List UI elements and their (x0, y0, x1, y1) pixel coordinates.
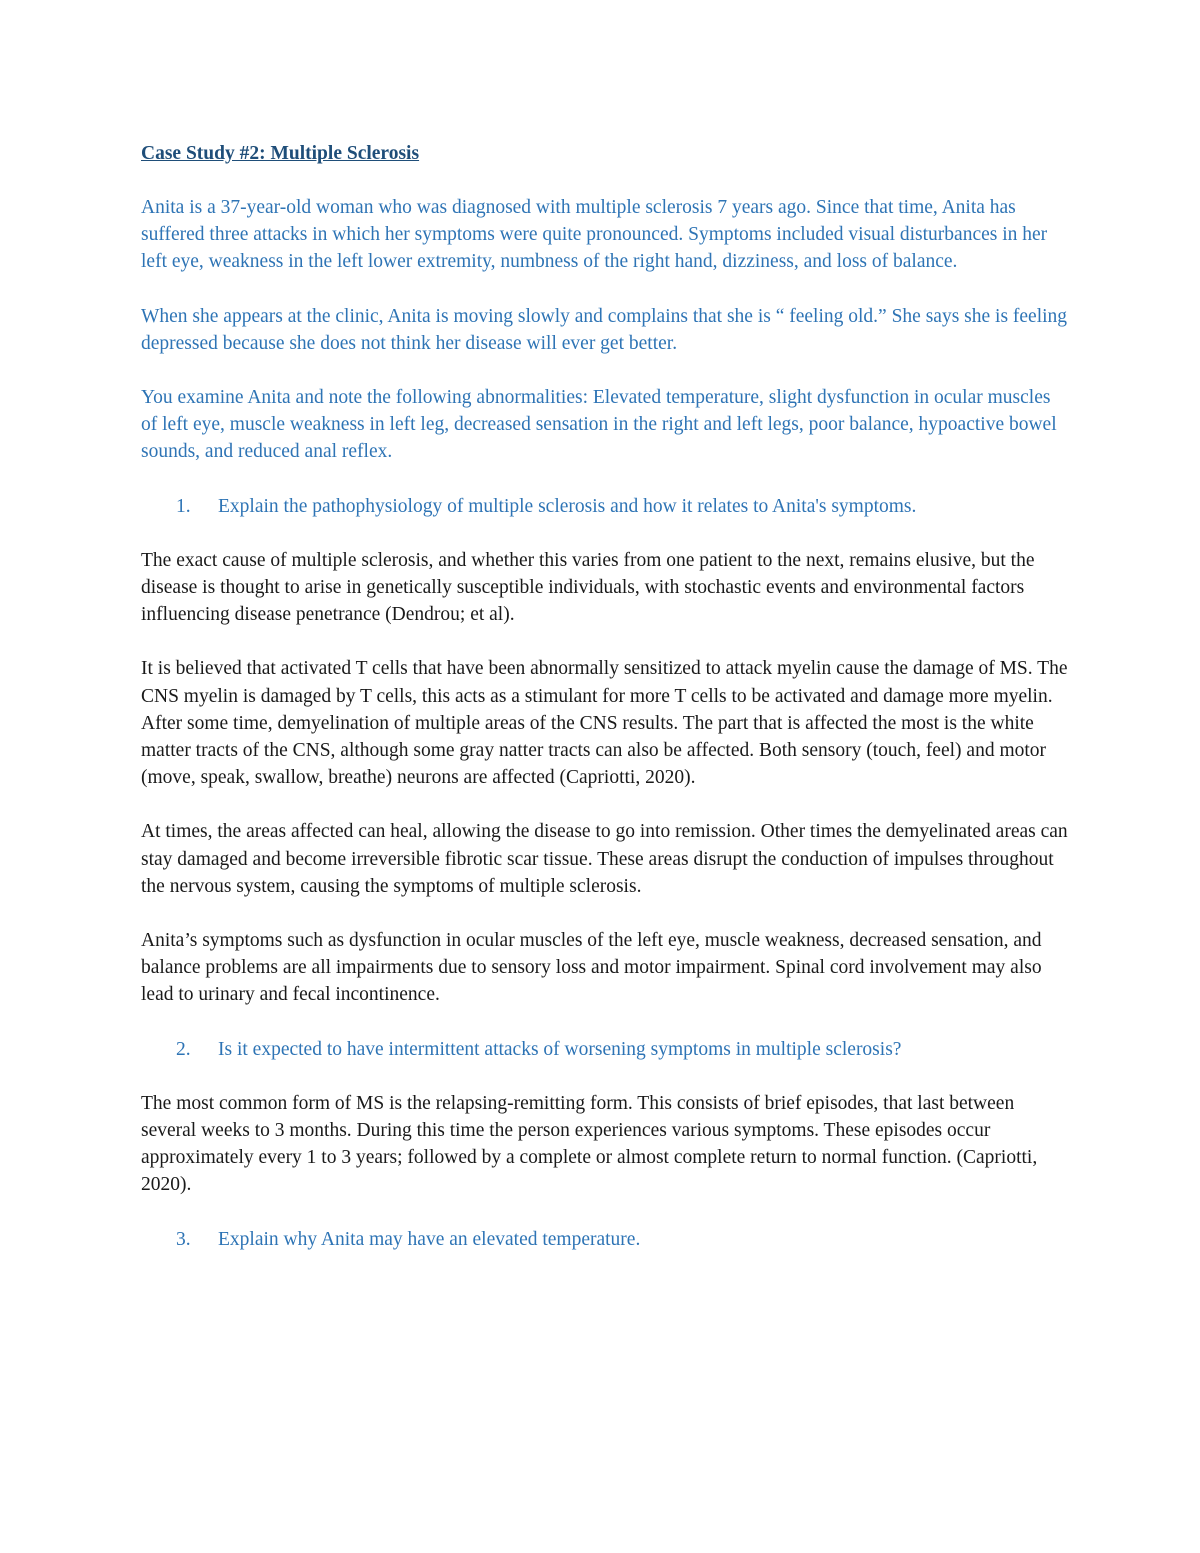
question-number: 3. (176, 1228, 191, 1250)
question-number: 1. (176, 495, 191, 517)
intro-paragraph: When she appears at the clinic, Anita is moving slowly and complains that she is “ feeling old.” She says she is feeling depressed because she does not think her disease will ever get better. (141, 305, 1068, 354)
document-title: Case Study #2: Multiple Sclerosis (141, 143, 420, 164)
answer-paragraph: It is believed that activated T cells that have been abnormally sensitized to attack myelin cause the damage of MS. The CNS myelin is damaged by T cells, this acts as a stimulant for more T cells to be activated and damage more myelin. After some time, demyelination of multiple areas of the CNS results. The part that is affected the most is the white matter tracts of the CNS, although some gray natter tracts can also be affected. Both sensory (touch, feel) and motor (move, speak, swallow, breathe) neurons are affected (Capriotti, 2020). (141, 658, 1068, 789)
question-1 (141, 493, 1071, 520)
answer-paragraph: Anita’s symptoms such as dysfunction in ocular muscles of the left eye, muscle weakness, decreased sensation, and balance problems are all impairments due to sensory loss and motor impairment. Spinal cord involvement may also lead to urinary and fecal incontinence. (141, 930, 1042, 1006)
question-2 (141, 1036, 1071, 1063)
intro-paragraph: You examine Anita and note the following abnormalities: Elevated temperature, slight dysfunction in ocular muscles of left eye, muscle weakness in left leg, decreased sensation in the right and left legs, poor balance, hypoactive bowel sounds, and reduced anal reflex. (141, 387, 1057, 463)
answer-paragraph: At times, the areas affected can heal, allowing the disease to go into remission. Other times the demyelinated areas can stay damaged and become irreversible fibrotic scar tissue. These areas disrupt the conduction of impulses throughout the nervous system, causing the symptoms of multiple sclerosis. (141, 821, 1068, 897)
question-3 (141, 1226, 1071, 1253)
document-page (141, 140, 1071, 1280)
question-number: 2. (176, 1038, 191, 1060)
question-text: Explain the pathophysiology of multiple sclerosis and how it relates to Anita's symptoms. (218, 495, 917, 517)
question-text: Is it expected to have intermittent attacks of worsening symptoms in multiple sclerosis? (218, 1038, 902, 1060)
intro-paragraph: Anita is a 37-year-old woman who was diagnosed with multiple sclerosis 7 years ago. Since that time, Anita has suffered three attacks in which her symptoms were quite pronounced. Symptoms included visual disturbances in her left eye, weakness in the left lower extremity, numbness of the right hand, dizziness, and loss of balance. (141, 197, 1048, 273)
answer-paragraph: The most common form of MS is the relapsing-remitting form. This consists of brief episodes, that last between several weeks to 3 months. During this time the person experiences various symptoms. These episodes occur approximately every 1 to 3 years; followed by a complete or almost complete return to normal function. (Capriotti, 2020). (141, 1092, 1038, 1196)
answer-paragraph: The exact cause of multiple sclerosis, and whether this varies from one patient to the next, remains elusive, but the disease is thought to arise in genetically susceptible individuals, with stochastic events and environmental factors influencing disease penetrance (Dendrou; et al). (141, 549, 1035, 626)
question-text: Explain why Anita may have an elevated temperature. (218, 1228, 641, 1250)
